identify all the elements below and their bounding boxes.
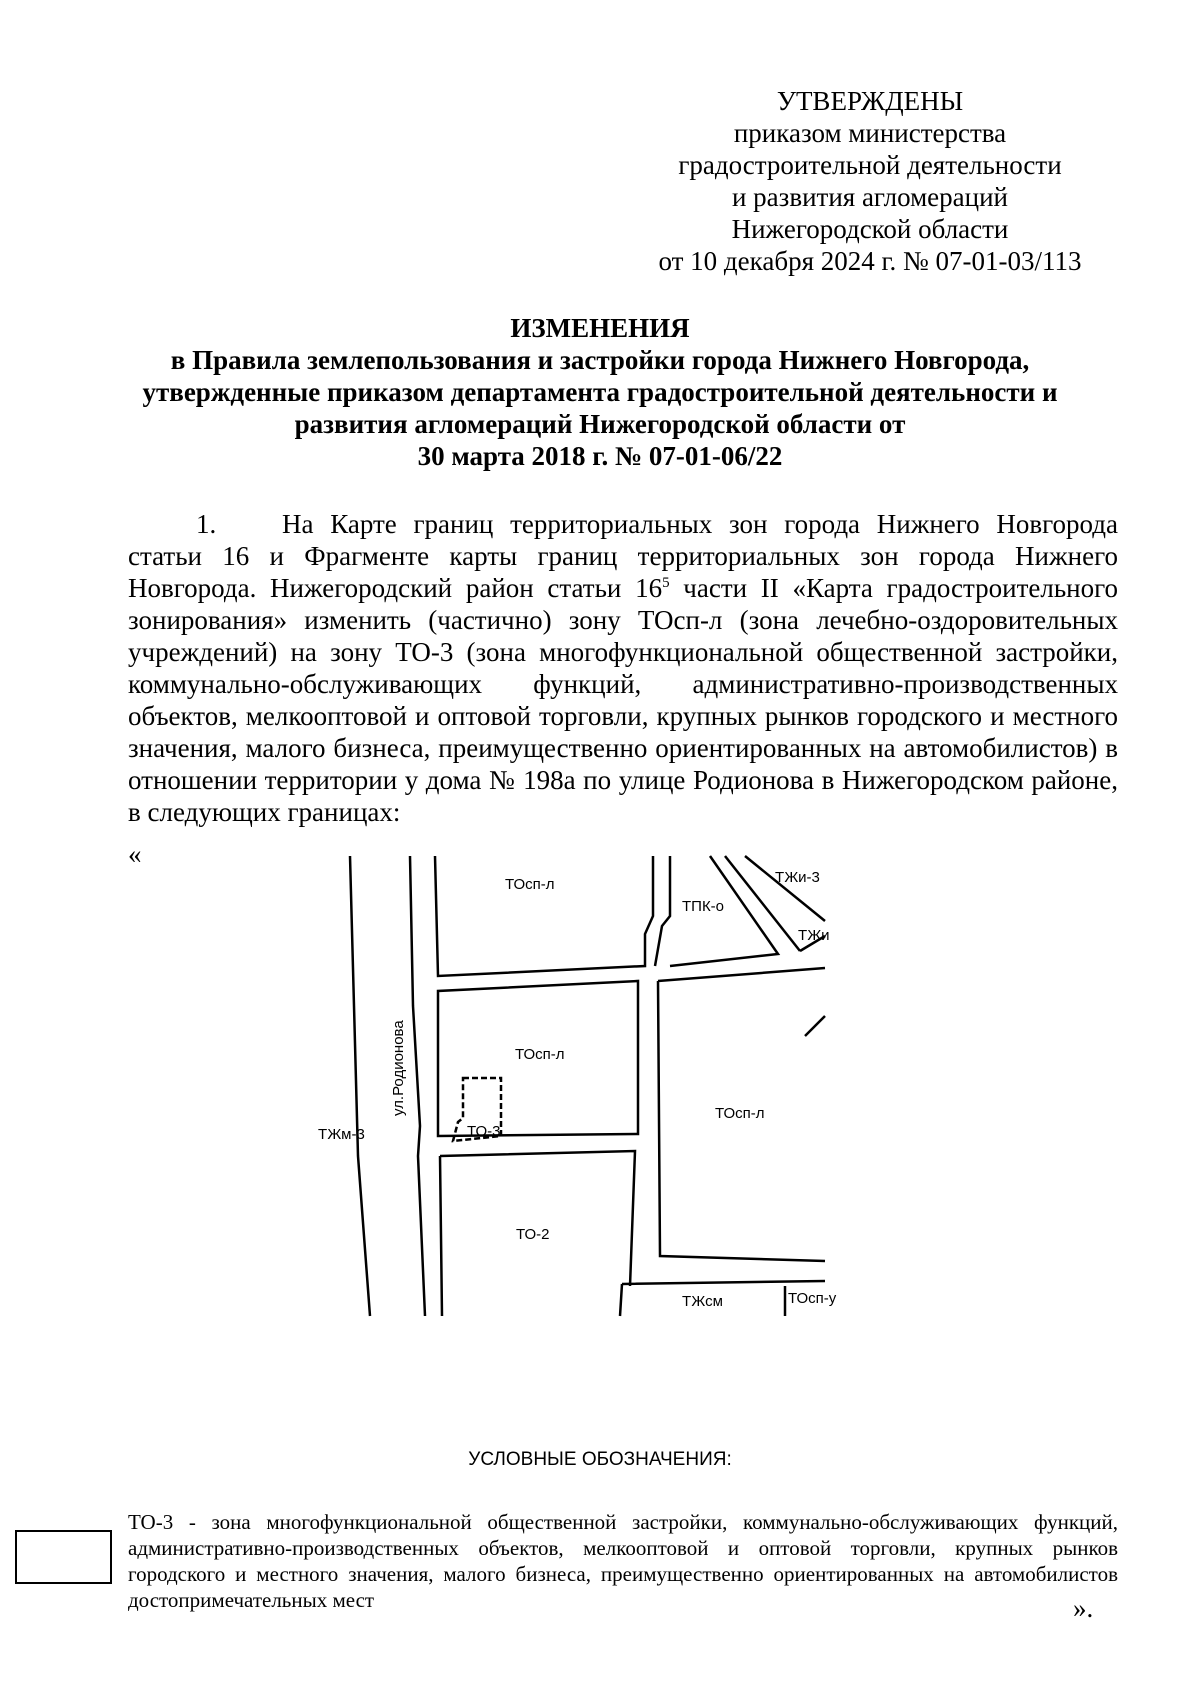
zoning-map	[318, 856, 837, 1316]
quote-open: «	[128, 839, 142, 869]
title-heading: ИЗМЕНЕНИЯ	[510, 313, 690, 343]
approval-line-2: приказом министерства	[733, 118, 1007, 148]
title-line-4: 30 марта 2018 г. № 07-01-06/22	[417, 441, 783, 471]
label-tospl-top: ТОсп-л	[505, 876, 555, 893]
label-to2: ТО-2	[516, 1226, 550, 1243]
block-top	[435, 856, 653, 976]
approval-line-6: от 10 декабря 2024 г. № 07-01-03/113	[658, 246, 1082, 276]
legend-title: УСЛОВНЫЕ ОБОЗНАЧЕНИЯ:	[468, 1449, 732, 1470]
label-tospl-mid: ТОсп-л	[515, 1046, 565, 1063]
label-tzhsm: ТЖсм	[682, 1293, 723, 1310]
label-tzhm3: ТЖм-3	[318, 1126, 365, 1143]
legend-text: ТО-3 - зона многофункциональной общественной застройки, коммунально-обслуживающих функций, административно-производственных объектов, мелкооптовой и оптовой торговли, крупных рынков городского и местного значения, малого бизнеса, преимущественно ориентированных на автомобилистов достопримечательных мест	[128, 1510, 1118, 1612]
paragraph-1	[128, 508, 1118, 828]
approval-line-5: Нижегородской области	[731, 214, 1009, 244]
paragraph-text-part2: части II «Карта градостроительного зонирования» изменить (частично) зону ТОсп-л (зона лечебно-оздоровительных учреждений) на зону ТО-3 (зона многофункциональной общественной застройки, коммунально-обслуживающих функций, административно-производственных объектов, мелкооптовой и оптовой торговли, крупных рынков городского и местного значения, малого бизнеса, преимущественно ориентированных на автомобилистов) в отношении территории у дома № 198а по улице Родионова в Нижегородском районе, в следующих границах:	[128, 573, 1118, 827]
street-right-edge	[410, 856, 425, 1316]
approval-line-3: градостроительной деятельности	[678, 150, 1062, 180]
approval-line-1: УТВЕРЖДЕНЫ	[776, 86, 964, 116]
paragraph-text-part1: На Карте границ территориальных зон города Нижнего Новгорода статьи 16 и Фрагменте карты границ территориальных зон города Нижнего Новгорода. Нижегородский район статьи 16	[128, 509, 1118, 603]
label-tpko: ТПК-о	[682, 898, 725, 915]
paragraph-number: 1.	[196, 509, 217, 539]
road-right-short	[805, 1016, 825, 1036]
street-left-edge	[350, 856, 370, 1316]
approval-line-4: и развития агломераций	[731, 182, 1008, 212]
approval-block	[560, 85, 1180, 277]
label-tospu: ТОсп-у	[788, 1290, 837, 1307]
title-line-1: в Правила землепользования и застройки города Нижнего Новгорода,	[170, 345, 1030, 375]
legend-symbol	[15, 1530, 112, 1584]
title-line-2: утвержденные приказом департамента градостроительной деятельности и	[142, 377, 1058, 407]
label-street: ул.Родионова	[390, 1020, 407, 1116]
label-tospl-right: ТОсп-л	[715, 1105, 765, 1122]
label-tzhi: ТЖи	[798, 927, 830, 944]
document-title	[100, 312, 1100, 472]
label-tzhi3: ТЖи-3	[775, 869, 820, 886]
title-line-3: развития агломераций Нижегородской области от	[294, 409, 906, 439]
label-to3: ТО-3	[467, 1123, 501, 1140]
paragraph-superscript: 5	[662, 575, 670, 591]
quote-close: ».	[1073, 1593, 1094, 1623]
